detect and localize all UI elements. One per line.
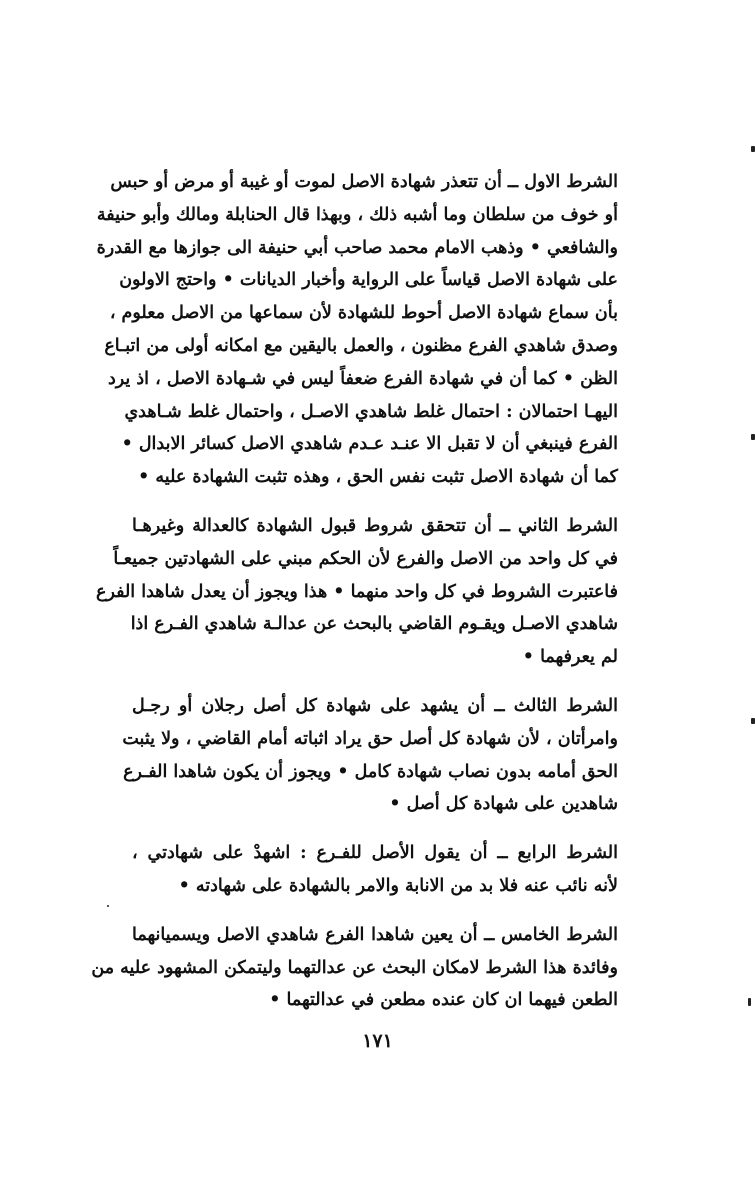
text-line: وامرأتان ، لأن شهادة كل أصل حق يراد اثباته أمام القاضي ، ولا يثبت — [122, 728, 618, 749]
scan-speck — [107, 905, 109, 907]
text-line: الشرط الخامس ــ أن يعين شاهدا الفرع شاهدي الاصل ويسميانهما — [132, 924, 618, 945]
text-line: لم يعرفهما • — [522, 647, 618, 668]
scan-speck — [751, 718, 755, 724]
text-line: في كل واحد من الاصل والفرع لأن الحكم مبني على الشهادتين جميعـاً — [113, 548, 618, 569]
text-line: اليهـا احتمالان : احتمال غلط شاهدي الاصـل ، واحتمال غلط شـاهدي — [124, 401, 618, 422]
text-line: لأنه نائب عنه فلا بد من الانابة والامر بالشهادة على شهادته • — [178, 875, 618, 896]
text-line: أو خوف من سلطان وما أشبه ذلك ، وبهذا قال الحنابلة ومالك وأبو حنيفة — [96, 204, 618, 225]
text-line: على شهادة الاصل قياساً على الرواية وأخبار الديانات • واحتج الاولون — [119, 270, 618, 291]
paragraph-condition-4 — [132, 837, 618, 903]
text-line: شاهدين على شهادة كل أصل • — [389, 794, 618, 815]
text-line: الشرط الثاني ــ أن تتحقق شروط قبول الشهادة كالعدالة وغيرهـا — [132, 515, 618, 536]
text-line: الحق أمامه بدون نصاب شهادة كامل • ويجوز أن يكون شاهدا الفـرع — [123, 761, 618, 782]
scan-speck — [751, 146, 755, 152]
text-line: الظن • كما أن في شهادة الفرع ضعفاً ليس في شـهادة الاصل ، اذ يرد — [107, 368, 618, 389]
text-line: والشافعي • وذهب الامام محمد صاحب أبي حنيفة الى جوازها مع القدرة — [96, 237, 618, 258]
text-line: الشرط الاول ــ أن تتعذر شهادة الاصل لموت أو غيبة أو مرض أو حبس — [110, 172, 618, 192]
page-number: ١٧١ — [362, 1030, 393, 1052]
paragraph-condition-5 — [91, 919, 618, 1017]
paragraph-condition-1 — [96, 166, 618, 494]
text-line: وصدق شاهدي الفرع مظنون ، والعمل باليقين مع امكانه أولى من اتبـاع — [104, 335, 618, 356]
page-body — [91, 166, 618, 1017]
text-line: الفرع فينبغي أن لا تقبل الا عنـد عـدم شاهدي الاصل كسائر الابدال • — [121, 434, 618, 455]
scan-speck — [751, 434, 755, 440]
text-line: شاهدي الاصـل ويقـوم القاضي بالبحث عن عدالـة شاهدي الفـرع اذا — [130, 614, 618, 635]
text-line: بأن سماع شهادة الاصل أحوط للشهادة لأن سماعها من الاصل معلوم ، — [109, 303, 618, 324]
text-line: الشرط الثالث ــ أن يشهد على شهادة كل أصل رجلان أو رجـل — [132, 695, 618, 716]
text-line: فاعتبرت الشروط في كل واحد منهما • هذا ويجوز أن يعدل شاهدا الفرع — [96, 581, 618, 602]
text-line: الشرط الرابع ــ أن يقول الأصل للفـرع : اشهدْ على شهادتي ، — [132, 843, 618, 864]
text-line: الطعن فيهما ان كان عنده مطعن في عدالتهما • — [269, 990, 618, 1011]
text-line: كما أن شهادة الاصل تثبت نفس الحق ، وهذه تثبت الشهادة عليه • — [138, 467, 618, 488]
paragraph-condition-3 — [122, 690, 618, 821]
paragraph-condition-2 — [96, 510, 618, 674]
scan-speck — [748, 998, 751, 1006]
text-line: وفائدة هذا الشرط لامكان البحث عن عدالتهما وليتمكن المشهود عليه من — [91, 957, 618, 978]
